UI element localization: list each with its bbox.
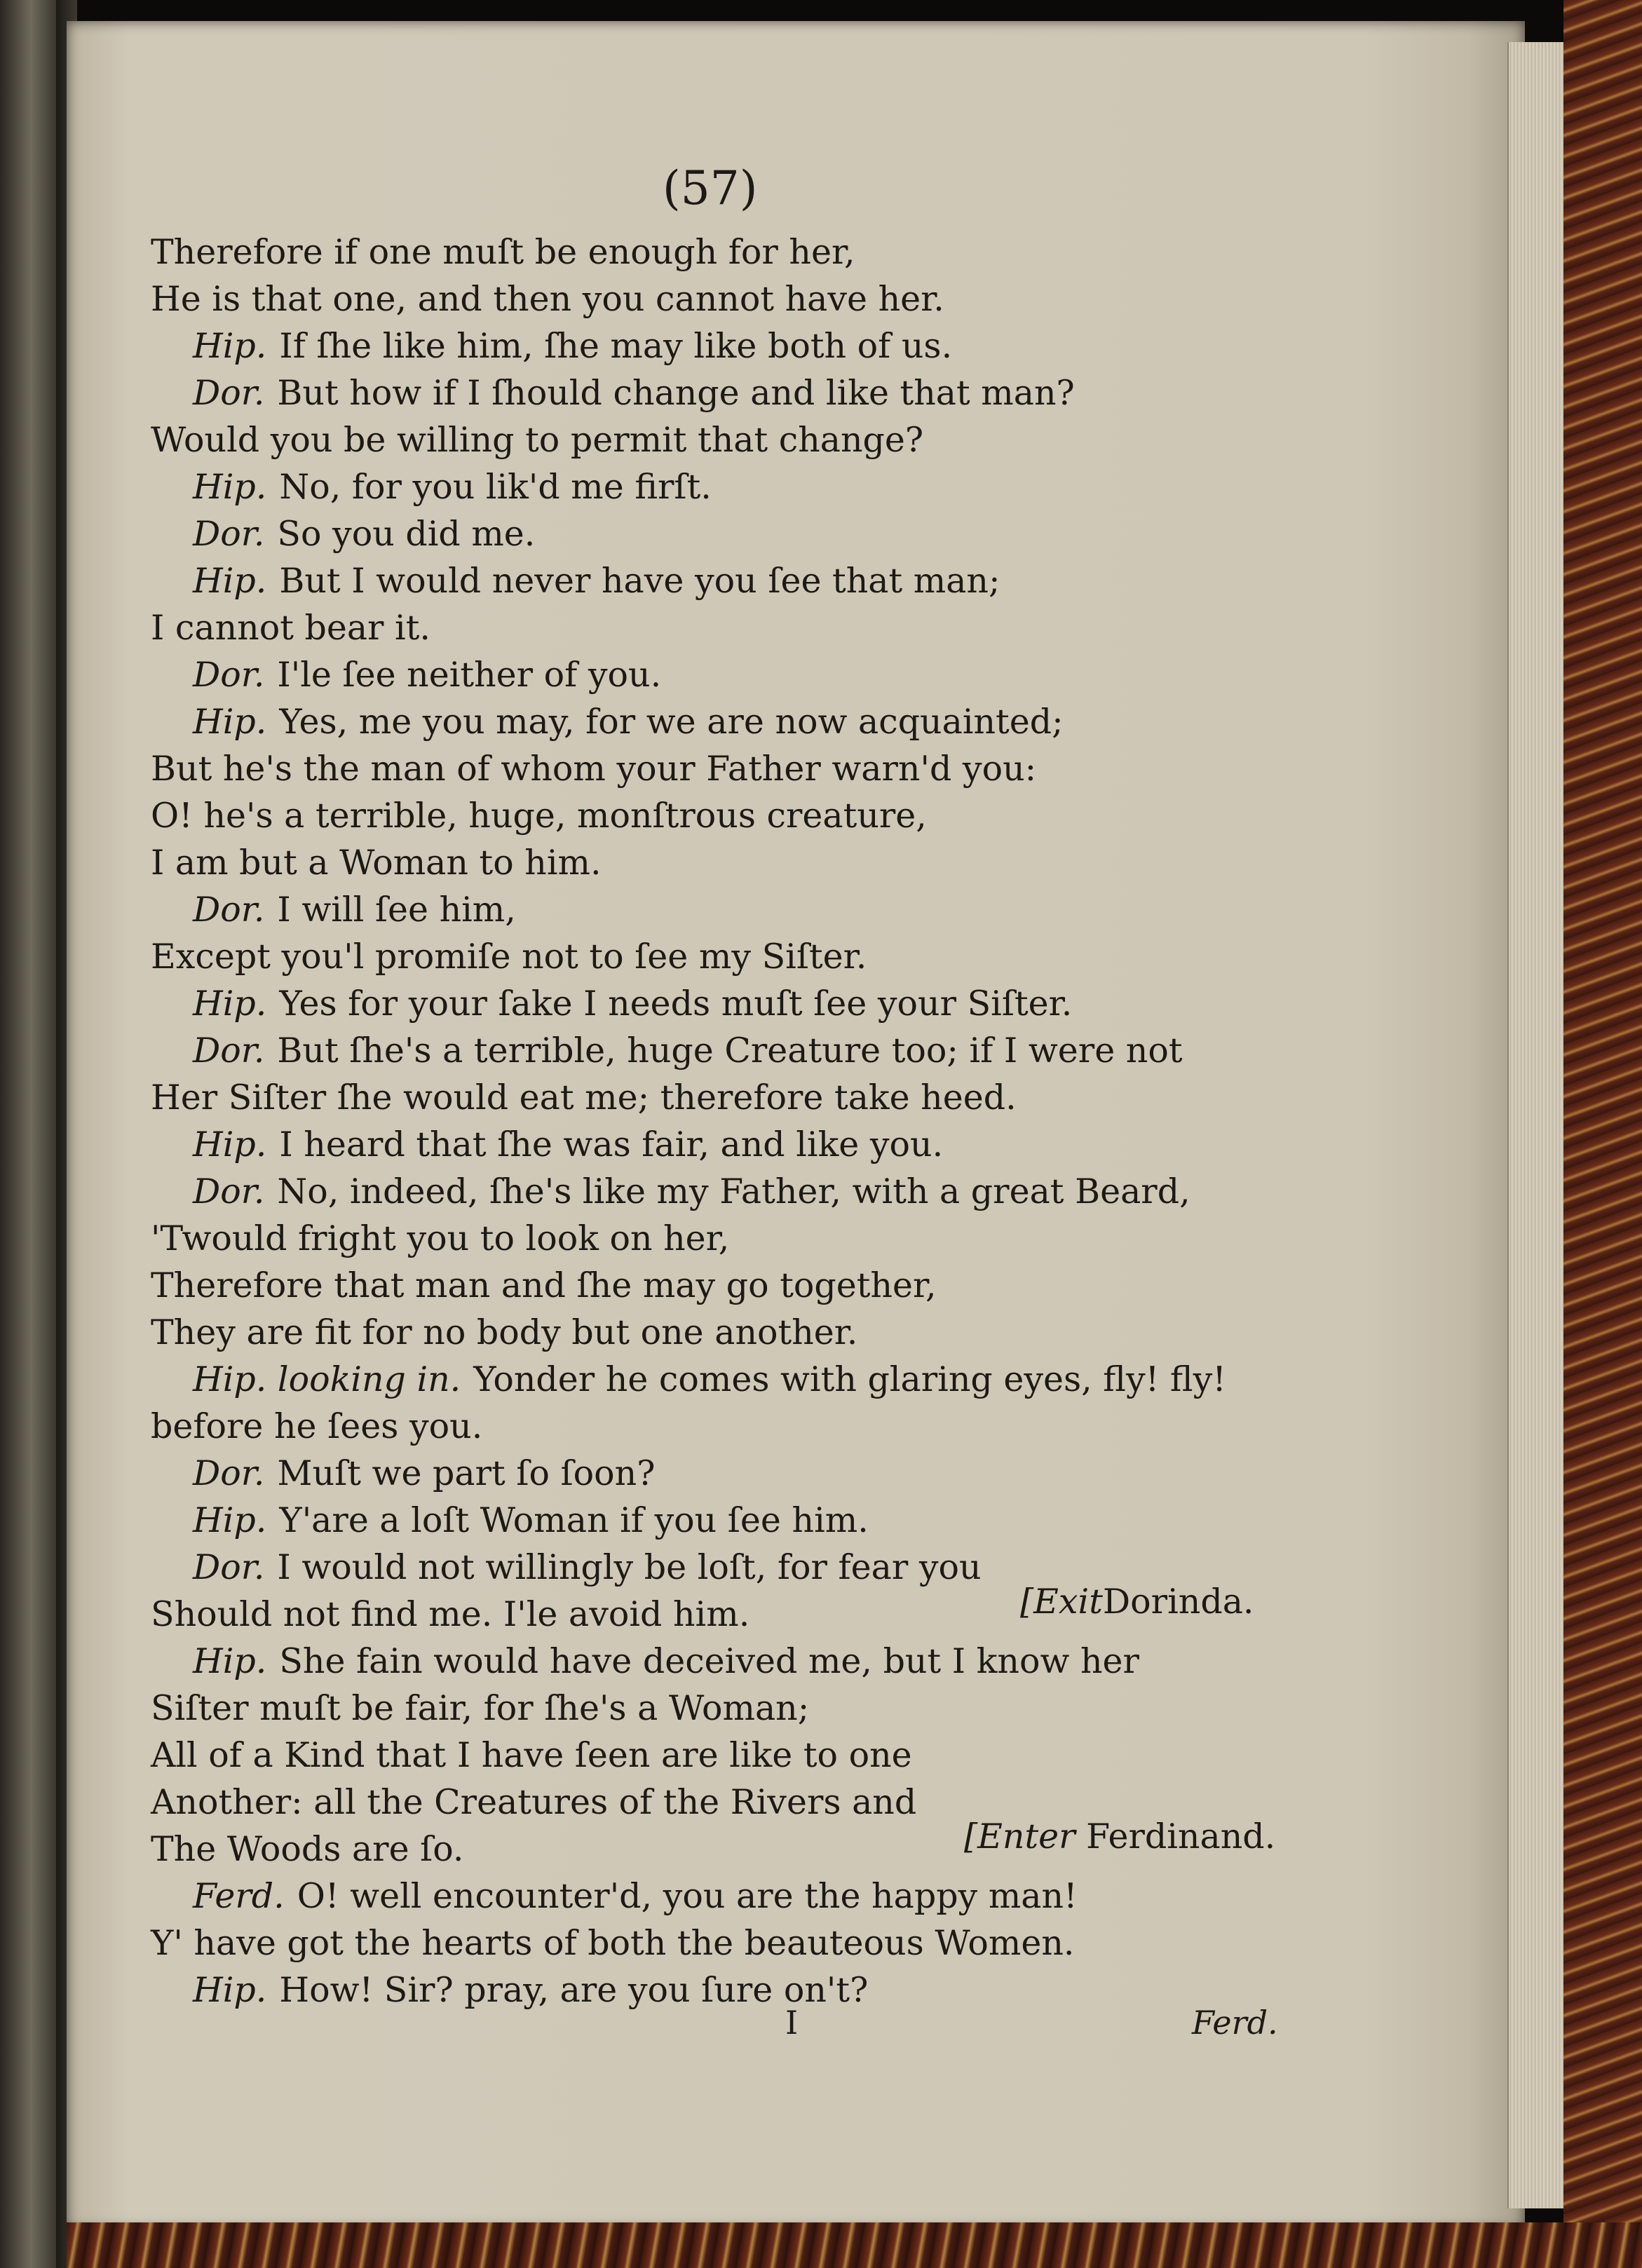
line-text: O! he's a terrible, huge, monſtrous creature, — [151, 796, 927, 836]
line-text: All of a Kind that I have ſeen are like to one — [151, 1735, 912, 1775]
line-text: He is that one, and then you cannot have her. — [151, 279, 944, 319]
text-line — [151, 1734, 912, 1777]
text-line — [151, 1218, 729, 1260]
text-line — [193, 1547, 982, 1589]
speaker-label: Hip. — [193, 1125, 267, 1164]
line-text: Therefore if one muſt be enough for her, — [151, 232, 855, 272]
line-text: Muſt we part ſo ſoon? — [277, 1453, 656, 1493]
stage-direction-enter — [964, 1816, 1275, 1858]
stage-direction-name: Ferdinand. — [1086, 1817, 1276, 1856]
text-line — [151, 1312, 857, 1354]
text-line — [151, 607, 430, 649]
line-text: The Woods are ſo. — [151, 1829, 464, 1869]
signature-mark: I — [785, 2004, 799, 2042]
speaker-label: Hip. — [193, 984, 267, 1024]
speaker-label: Ferd. — [193, 1876, 285, 1916]
line-text: Would you be willing to permit that change? — [151, 420, 924, 460]
line-text: But he's the man of whom your Father warn'd you: — [151, 749, 1037, 789]
speaker-label: Dor. — [193, 1453, 265, 1493]
text-line — [193, 889, 516, 931]
text-line — [193, 1124, 943, 1166]
text-line — [151, 419, 923, 461]
line-text: I'le ſee neither of you. — [277, 655, 662, 695]
line-text: How! Sir? pray, are you ſure on't? — [279, 1970, 869, 2010]
text-line — [151, 1077, 1017, 1119]
text-line — [193, 654, 661, 696]
line-text: Siſter muſt be fair, for ſhe's a Woman; — [151, 1688, 810, 1728]
speaker-label: Dor. — [193, 373, 265, 413]
line-text: Y'are a loſt Woman if you ſee him. — [279, 1500, 869, 1540]
text-line — [193, 466, 712, 508]
speaker-label: Hip. — [193, 467, 267, 507]
text-line — [193, 513, 535, 555]
text-line — [151, 1922, 1074, 1964]
speaker-label: Dor. — [193, 1547, 265, 1587]
text-line — [151, 748, 1036, 790]
text-line — [193, 983, 1072, 1025]
line-text: I cannot bear it. — [151, 608, 430, 648]
text-line — [193, 701, 1064, 743]
line-text: I will ſee him, — [277, 890, 516, 930]
line-text: But ſhe's a terrible, huge Creature too; if I were not — [277, 1031, 1183, 1071]
text-line — [193, 1359, 1226, 1401]
line-text: No, indeed, ſhe's like my Father, with a great Beard, — [277, 1172, 1190, 1211]
line-text: before he ſees you. — [151, 1406, 483, 1446]
speaker-label: Hip. — [193, 561, 267, 601]
text-line — [193, 1500, 869, 1542]
text-line — [151, 1828, 464, 1870]
speaker-label: Hip. — [193, 702, 267, 742]
stage-direction-verb: [Exit — [1020, 1582, 1103, 1622]
line-text: I am but a Woman to him. — [151, 843, 602, 883]
text-line — [193, 372, 1075, 414]
line-text: Her Siſter ſhe would eat me; therefore take heed. — [151, 1078, 1017, 1118]
line-text: 'Twould fright you to look on her, — [151, 1218, 730, 1258]
text-line — [193, 1875, 1078, 1917]
line-text: But I would never have you ſee that man; — [279, 561, 1000, 601]
speaker-label: Hip. — [193, 326, 267, 366]
text-line — [193, 560, 1000, 602]
speaker-label: Dor. — [193, 1031, 265, 1071]
page-number: (57) — [663, 161, 758, 215]
line-text: I would not willingly be loſt, for fear you — [277, 1547, 982, 1587]
line-text: Should not find me. I'le avoid him. — [151, 1594, 750, 1634]
line-text: So you did me. — [277, 514, 536, 554]
line-text: I heard that ſhe was fair, and like you. — [279, 1125, 944, 1164]
text-line — [193, 1453, 656, 1495]
text-line — [151, 1781, 916, 1824]
stage-direction-name: Dorinda. — [1102, 1582, 1254, 1622]
stage-direction-exit — [1020, 1581, 1254, 1623]
speaker-label: Dor. — [193, 1172, 265, 1211]
text-line — [151, 1265, 937, 1307]
speaker-label: Hip. — [193, 1970, 267, 2010]
text-line — [151, 936, 867, 978]
line-text: Y' have got the hearts of both the beauteous Women. — [151, 1923, 1075, 1963]
speaker-label: Dor. — [193, 655, 265, 695]
line-text: Another: all the Creatures of the Rivers and — [151, 1782, 917, 1822]
line-text: Yonder he comes with glaring eyes, fly! fly! — [473, 1359, 1226, 1399]
text-line — [193, 1641, 1139, 1683]
stage-direction-verb: [Enter — [964, 1817, 1076, 1856]
text-line — [151, 795, 927, 837]
text-line — [193, 1969, 868, 2011]
speaker-label: Hip. — [193, 1500, 267, 1540]
speaker-label: Hip. — [193, 1641, 267, 1681]
text-line — [151, 278, 944, 320]
text-line — [193, 1171, 1190, 1213]
line-text: Except you'l promiſe not to ſee my Siſter. — [151, 937, 867, 977]
speaker-label: Dor. — [193, 514, 265, 554]
line-text: They are fit for no body but one another. — [151, 1312, 858, 1352]
text-line — [151, 1688, 809, 1730]
text-line — [151, 1594, 749, 1636]
speaker-label: Dor. — [193, 890, 265, 930]
text-line — [151, 231, 855, 273]
catchword: Ferd. — [1192, 2004, 1278, 2042]
line-text: O! well encounter'd, you are the happy man! — [297, 1876, 1078, 1916]
text-line — [151, 1406, 482, 1448]
line-text: Therefore that man and ſhe may go together, — [151, 1265, 937, 1305]
line-text: If ſhe like him, ſhe may like both of us. — [279, 326, 953, 366]
text-line — [193, 1030, 1183, 1072]
speaker-label: Hip. looking in. — [193, 1359, 461, 1399]
text-line — [151, 842, 602, 884]
text-line — [193, 325, 952, 367]
line-text: Yes, me you may, for we are now acquainted; — [279, 702, 1064, 742]
line-text: No, for you lik'd me firſt. — [279, 467, 712, 507]
line-text: She fain would have deceived me, but I know her — [279, 1641, 1139, 1681]
line-text: Yes for your ſake I needs muſt ſee your Siſter. — [279, 984, 1073, 1024]
line-text: But how if I ſhould change and like that man? — [277, 373, 1075, 413]
